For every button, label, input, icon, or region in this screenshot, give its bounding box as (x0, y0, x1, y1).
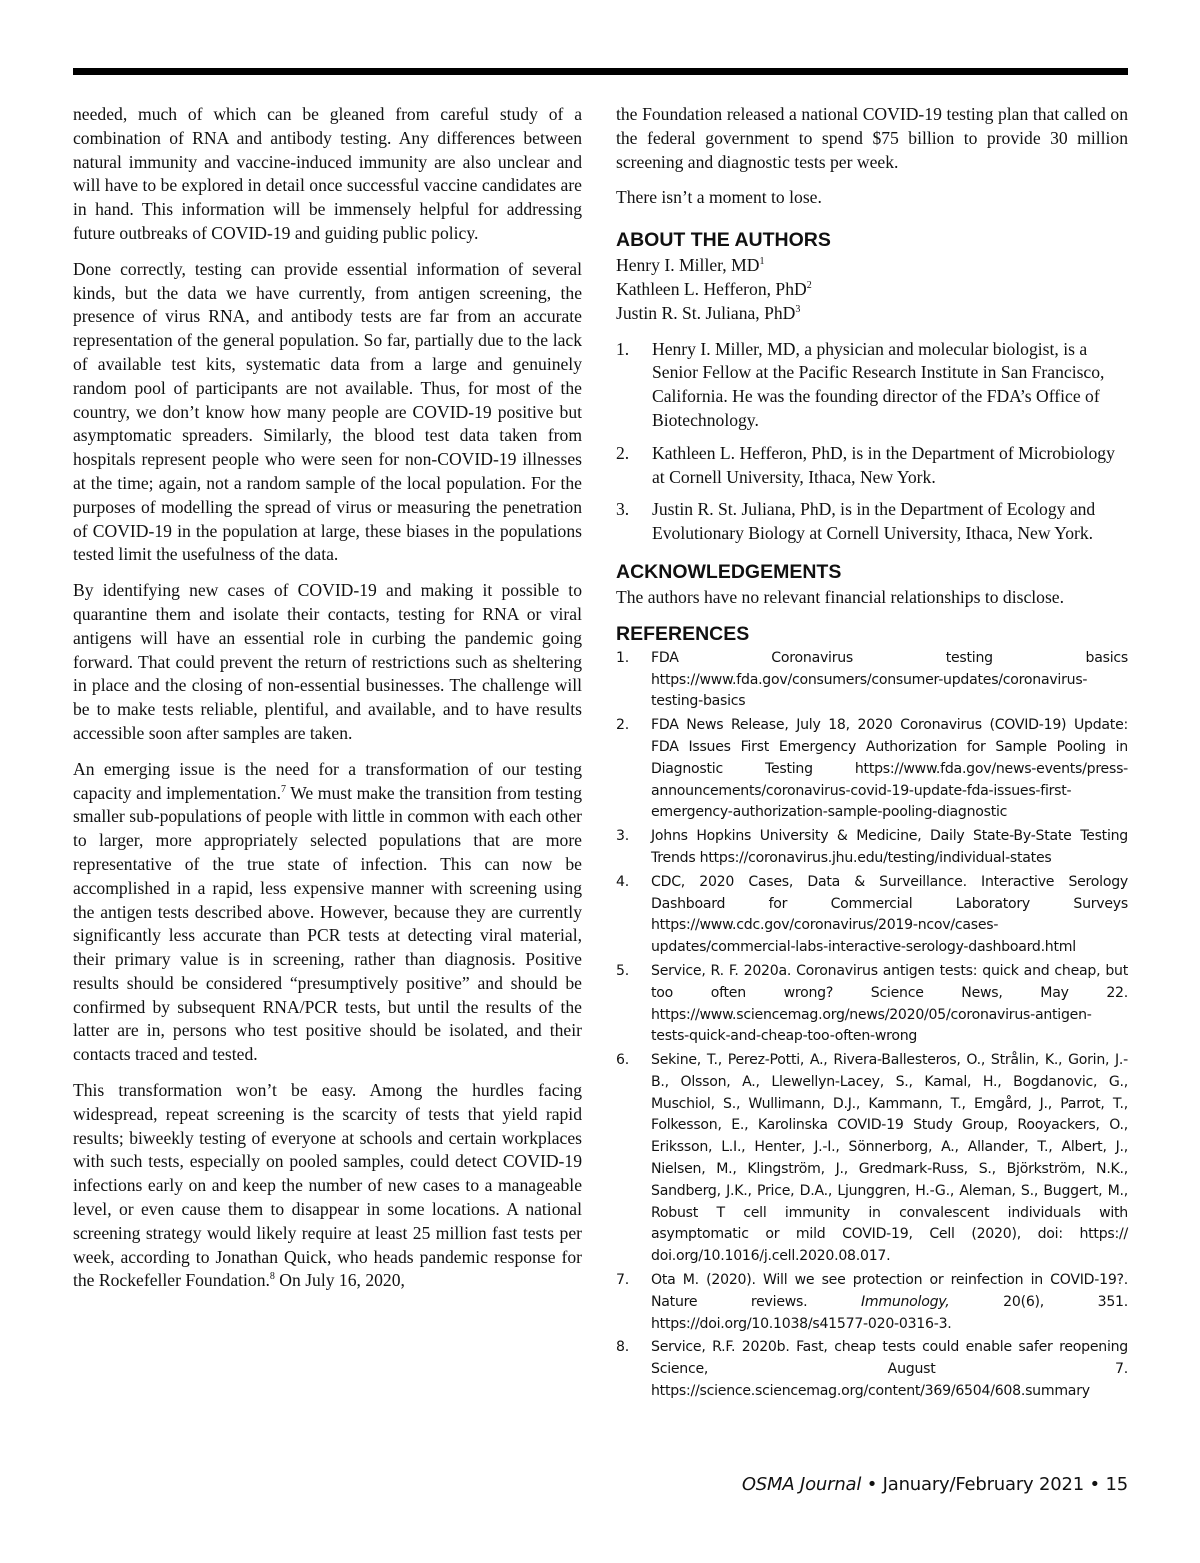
author-note-text: Justin R. St. Juliana, PhD, is in the Department of Ecology and Evolutionary Biology at Cornell University, Ithaca, New York. (652, 499, 1096, 544)
reference-item (616, 1337, 1128, 1402)
body-paragraph-4 (73, 758, 582, 1067)
body-paragraph-4-text-a: An emerging issue is the need for a transformation of our testing capacity and implementation. (73, 758, 582, 803)
reference-number: 2. (616, 717, 629, 734)
reference-item (616, 648, 1128, 713)
body-paragraph-5-text-b: On July 16, 2020, (274, 1270, 405, 1291)
acknowledgements-text: The authors have no relevant financial relationships to disclose. (616, 586, 1065, 607)
reference-number: 8. (616, 1339, 629, 1356)
author-3 (616, 302, 1128, 326)
reference-text: Service, R. F. 2020a. Coronavirus antigen tests: quick and cheap, but too often wrong? Science News, May 22. https://www.sciencemag.org/news/2020/05/coronavirus-antigen-tests-quick-and-cheap-too-often-wrong (651, 962, 1128, 1045)
author-2 (616, 278, 1128, 302)
author-1-sup: 1 (759, 256, 765, 268)
author-note-text: Kathleen L. Hefferon, PhD, is in the Department of Microbiology at Cornell University, Ithaca, New York. (652, 442, 1115, 487)
author-list (616, 254, 1128, 325)
reference-text: FDA Coronavirus testing basics https://www.fda.gov/consumers/consumer-updates/coronavirus-testing-basics (651, 649, 1128, 710)
reference-text: Johns Hopkins University & Medicine, Daily State-By-State Testing Trends https://coronavirus.jhu.edu/testing/individual-states (651, 828, 1128, 866)
reference-item (616, 1270, 1128, 1335)
citation-8: 8 (269, 1271, 275, 1283)
continued-paragraph: the Foundation released a national COVID-19 testing plan that called on the federal government to spend $75 billion to provide 30 million screening and diagnostic tests per week. (616, 104, 1128, 172)
body-paragraph-2: Done correctly, testing can provide essential information of several kinds, but the data we have currently, from antigen screening, the presence of virus RNA, and antibody tests are far from an accurate representation of the general population. So far, partially due to the lack of available test kits, systematic data from a large and genuinely random pool of participants are not available. Thus, for most of the country, we don’t know how many people are COVID-19 positive but asymptomatic spreaders. Similarly, the blood test data taken from hospitals represent people who were seen for non-COVID-19 illnesses at the time; again, not a random sample of the local population. For the purposes of modelling the spread of virus or measuring the penetration of COVID-19 in the population at large, these biases in the populations tested limit the usefulness of the data. (73, 258, 582, 565)
author-notes (616, 338, 1128, 546)
author-1 (616, 254, 1128, 278)
author-3-sup: 3 (795, 303, 801, 315)
reference-text: Sekine, T., Perez-Potti, A., Rivera-Ballesteros, O., Strålin, K., Gorin, J.-B., Olsson, A., Llewellyn-Lacey, S., Kamal, H., Bogdanovic, G., Muschiol, S., Wullimann, D.J., Kammann, T., Emgård, J., Parrot, T., Folkesson, E., Karolinska COVID-19 Study Group, Rooyackers, O., Eriksson, L.I., Henter, J.-I., Sönnerborg, A., Allander, T., Albert, J., Nielsen, M., Klingström, J., Gredmark-Russ, S., Björkström, N.K., Sandberg, J.K., Price, D.A., Ljunggren, H.-G., Aleman, S., Buggert, M., Robust T cell immunity in convalescent individuals with asymptomatic or mild COVID-19, Cell (2020), doi: https:// doi.org/10.1016/j.cell.2020.08.017. (651, 1052, 1128, 1265)
footer-issue-page: • January/February 2021 • 15 (861, 1474, 1128, 1495)
body-paragraph-1: needed, much of which can be gleaned from careful study of a combination of RNA and antibody testing. Any differences between natural immunity and vaccine-induced immunity are also unclear and will have to be explored in detail once successful vaccine candidates are in hand. This information will be immensely helpful for addressing future outbreaks of COVID-19 and guiding public policy. (73, 104, 582, 243)
reference-journal-italic: Immunology, (860, 1293, 950, 1310)
author-note-number: 3. (616, 499, 630, 520)
author-2-name: Kathleen L. Hefferon, PhD (616, 278, 807, 299)
page-footer (742, 1474, 1128, 1495)
acknowledgements-heading: ACKNOWLEDGEMENTS (616, 560, 842, 583)
body-paragraph-5 (73, 1079, 582, 1293)
closing-line: There isn’t a moment to lose. (616, 187, 822, 208)
author-note (616, 442, 1128, 490)
reference-text: Service, R.F. 2020b. Fast, cheap tests could enable safer reopening Science, August 7. https://science.sciencemag.org/content/369/6504/608.summary (651, 1339, 1128, 1400)
reference-number: 3. (616, 828, 629, 845)
author-2-sup: 2 (806, 280, 812, 292)
reference-number: 1. (616, 649, 629, 666)
reference-number: 5. (616, 962, 629, 979)
reference-text-tail: 20(6), 351. https://doi.org/10.1038/s41577-020-0316-3. (651, 1293, 1129, 1332)
reference-item (616, 1050, 1128, 1268)
about-authors-heading: ABOUT THE AUTHORS (616, 229, 831, 252)
top-rule (73, 68, 1128, 75)
right-column (616, 103, 1128, 1405)
author-3-name: Justin R. St. Juliana, PhD (616, 302, 796, 323)
reference-text: FDA News Release, July 18, 2020 Coronavirus (COVID-19) Update: FDA Issues First Emergency Authorization for Sample Pooling in Diagnostic Testing https://www.fda.gov/news-events/press-announcements/coronavirus-covid-19-update-fda-issues-first-emergency-authorization-sample-pooling-diagnostic (651, 717, 1128, 821)
reference-number: 6. (616, 1052, 629, 1069)
author-note (616, 338, 1128, 433)
author-note (616, 498, 1128, 546)
citation-7: 7 (280, 783, 286, 795)
reference-item (616, 961, 1128, 1048)
reference-list (616, 648, 1128, 1403)
reference-number: 4. (616, 873, 629, 890)
author-note-number: 1. (616, 338, 630, 359)
body-paragraph-5-text-a: This transformation won’t be easy. Among the hurdles facing widespread, repeat screening is the scarcity of tests that yield rapid results; biweekly testing of everyone at schools and certain workplaces with such tests, especially on pooled samples, could detect COVID-19 infections early on and keep the number of new cases to a manageable level, or even cause them to disappear in some locations. A national screening strategy would likely require at least 25 million fast tests per week, according to Jonathan Quick, who heads pandemic response for the Rockefeller Foundation. (73, 1080, 582, 1291)
reference-item (616, 872, 1128, 959)
reference-item (616, 715, 1128, 824)
footer-journal-name: OSMA Journal (741, 1474, 862, 1495)
author-note-number: 2. (616, 442, 630, 463)
body-paragraph-4-text-b: We must make the transition from testing smaller sub-populations of people with little in common with each other to larger, more appropriately selected populations that are more representative of the true state of infection. This can now be accomplished in a rapid, less expensive manner with screening using the antigen tests described above. However, because they are currently significantly less accurate than PCR tests at detecting viral material, their primary value is in screening, rather than diagnosis. Positive results should be considered “presumptively positive” and should be confirmed by subsequent RNA/PCR tests, but until the results of the latter are in, persons who test positive should be isolated, and their contacts traced and tested. (73, 782, 582, 1065)
author-1-name: Henry I. Miller, MD (616, 255, 760, 276)
body-paragraph-3: By identifying new cases of COVID-19 and making it possible to quarantine them and isolate their contacts, testing for RNA or viral antigens will have an essential role in curbing the pandemic going forward. That could prevent the return of restrictions such as sheltering in place and the closing of non-essential businesses. The challenge will be to make tests reliable, plentiful, and available, and to have results accessible soon after samples are taken. (73, 580, 582, 743)
author-note-text: Henry I. Miller, MD, a physician and molecular biologist, is a Senior Fellow at the Pacific Research Institute in San Francisco, California. He was the founding director of the FDA’s Office of Biotechnology. (652, 338, 1105, 430)
reference-number: 7. (616, 1272, 629, 1289)
reference-text: CDC, 2020 Cases, Data & Surveillance. Interactive Serology Dashboard for Commercial Laboratory Surveys https://www.cdc.gov/coronavirus/2019-ncov/cases-updates/commercial-labs-interactive-serology-dashboard.html (651, 873, 1128, 956)
references-heading: REFERENCES (616, 622, 750, 645)
left-column (73, 103, 582, 1305)
reference-item (616, 826, 1128, 870)
reference-text: Ota M. (2020). Will we see protection or reinfection in COVID-19?. Nature reviews. (651, 1272, 1128, 1310)
